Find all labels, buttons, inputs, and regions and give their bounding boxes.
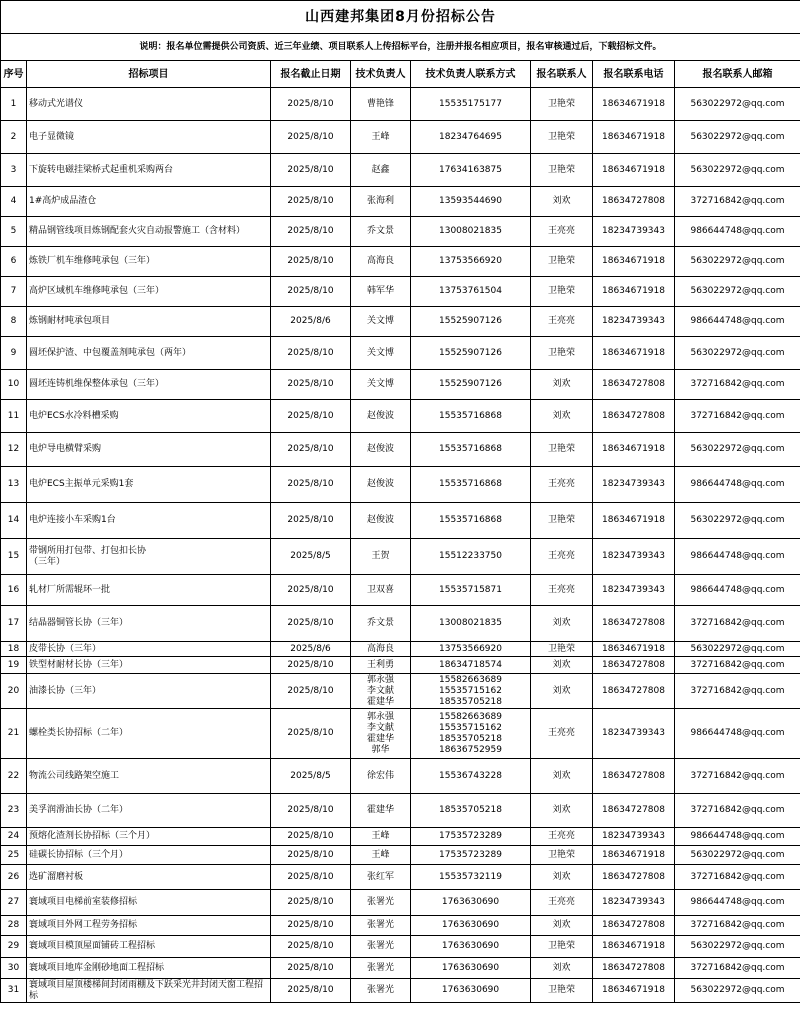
contact-email: 563022972@qq.com <box>675 88 800 121</box>
tech-phone: 15536743228 <box>411 759 531 794</box>
contact-phone: 18634671918 <box>593 247 675 277</box>
header-project: 招标项目 <box>27 61 271 88</box>
contact-person: 王亮亮 <box>531 828 593 846</box>
contact-phone: 18634727808 <box>593 187 675 217</box>
contact-person: 刘欢 <box>531 657 593 674</box>
tech-lead: 王峰 <box>351 846 411 865</box>
table-row <box>1 307 800 337</box>
contact-phone: 18234739343 <box>593 539 675 575</box>
header-no: 序号 <box>1 61 27 88</box>
table-row <box>1 846 800 865</box>
tech-phone: 15535716868 <box>411 400 531 433</box>
deadline: 2025/8/10 <box>271 433 351 467</box>
contact-person: 卫艳荣 <box>531 154 593 187</box>
contact-phone: 18634671918 <box>593 846 675 865</box>
tech-phone: 15535716868 <box>411 433 531 467</box>
row-number: 31 <box>1 979 27 1003</box>
tech-phone: 15535716868 <box>411 467 531 503</box>
contact-person: 王亮亮 <box>531 539 593 575</box>
contact-person: 刘欢 <box>531 674 593 709</box>
project-name: 寰域项目电梯前室装修招标 <box>27 890 271 916</box>
table-row <box>1 794 800 828</box>
row-number: 7 <box>1 277 27 307</box>
deadline: 2025/8/6 <box>271 307 351 337</box>
contact-person: 卫艳荣 <box>531 433 593 467</box>
tech-phone: 1763630690 <box>411 916 531 936</box>
tech-phone: 15525907126 <box>411 337 531 370</box>
row-number: 25 <box>1 846 27 865</box>
contact-email: 372716842@qq.com <box>675 657 800 674</box>
tech-lead: 关文博 <box>351 337 411 370</box>
tech-lead: 赵俊波 <box>351 467 411 503</box>
tech-lead: 赵鑫 <box>351 154 411 187</box>
contact-phone: 18634671918 <box>593 337 675 370</box>
contact-person: 王亮亮 <box>531 575 593 606</box>
table-row <box>1 759 800 794</box>
contact-email: 986644748@qq.com <box>675 828 800 846</box>
tech-lead: 王峰 <box>351 121 411 154</box>
tech-phone: 13753566920 <box>411 247 531 277</box>
deadline: 2025/8/10 <box>271 400 351 433</box>
project-name: 移动式光谱仪 <box>27 88 271 121</box>
contact-person: 卫艳荣 <box>531 88 593 121</box>
contact-person: 刘欢 <box>531 759 593 794</box>
tech-lead: 韩军华 <box>351 277 411 307</box>
project-name: 炼铁厂机车维修吨承包（三年） <box>27 247 271 277</box>
contact-email: 563022972@qq.com <box>675 154 800 187</box>
table-row <box>1 979 800 1003</box>
project-name: 轧材厂所需辊环一批 <box>27 575 271 606</box>
contact-email: 986644748@qq.com <box>675 890 800 916</box>
contact-person: 卫艳荣 <box>531 642 593 657</box>
deadline: 2025/8/10 <box>271 979 351 1003</box>
contact-email: 563022972@qq.com <box>675 247 800 277</box>
contact-person: 刘欢 <box>531 606 593 642</box>
row-number: 15 <box>1 539 27 575</box>
contact-email: 372716842@qq.com <box>675 370 800 400</box>
table-row <box>1 88 800 121</box>
deadline: 2025/8/10 <box>271 936 351 958</box>
deadline: 2025/8/5 <box>271 539 351 575</box>
contact-phone: 18634727808 <box>593 674 675 709</box>
tech-lead: 张署光 <box>351 979 411 1003</box>
contact-phone: 18634727808 <box>593 370 675 400</box>
tech-phone: 13753761504 <box>411 277 531 307</box>
contact-email: 563022972@qq.com <box>675 277 800 307</box>
contact-email: 986644748@qq.com <box>675 575 800 606</box>
contact-phone: 18634727808 <box>593 400 675 433</box>
instructions-note: 说明：报名单位需提供公司资质、近三年业绩、项目联系人上传招标平台，注册并报名相应项目，报名审核通过后，下载招标文件。 <box>1 34 800 61</box>
row-number: 30 <box>1 958 27 979</box>
row-number: 9 <box>1 337 27 370</box>
tech-lead: 赵俊波 <box>351 503 411 539</box>
contact-email: 986644748@qq.com <box>675 709 800 759</box>
contact-phone: 18234739343 <box>593 575 675 606</box>
deadline: 2025/8/10 <box>271 709 351 759</box>
tech-lead: 郭永强 李文献 霍建华 郭华 <box>351 709 411 759</box>
tech-phone: 1763630690 <box>411 936 531 958</box>
header-tech-phone: 技术负责人联系方式 <box>411 61 531 88</box>
tech-phone: 1763630690 <box>411 979 531 1003</box>
contact-person: 刘欢 <box>531 794 593 828</box>
project-name: 圆坯连铸机维保整体承包（三年） <box>27 370 271 400</box>
tech-lead: 张署光 <box>351 958 411 979</box>
deadline: 2025/8/10 <box>271 575 351 606</box>
tech-lead: 张署光 <box>351 916 411 936</box>
row-number: 8 <box>1 307 27 337</box>
deadline: 2025/8/10 <box>271 503 351 539</box>
row-number: 29 <box>1 936 27 958</box>
contact-email: 563022972@qq.com <box>675 433 800 467</box>
contact-phone: 18634671918 <box>593 503 675 539</box>
contact-email: 563022972@qq.com <box>675 121 800 154</box>
deadline: 2025/8/10 <box>271 370 351 400</box>
contact-email: 563022972@qq.com <box>675 503 800 539</box>
table-row <box>1 154 800 187</box>
contact-email: 986644748@qq.com <box>675 307 800 337</box>
deadline: 2025/8/10 <box>271 916 351 936</box>
table-row <box>1 674 800 709</box>
project-name: 物流公司线路架空施工 <box>27 759 271 794</box>
contact-email: 372716842@qq.com <box>675 865 800 890</box>
contact-person: 卫艳荣 <box>531 247 593 277</box>
row-number: 6 <box>1 247 27 277</box>
row-number: 27 <box>1 890 27 916</box>
contact-phone: 18634727808 <box>593 958 675 979</box>
table-row <box>1 828 800 846</box>
contact-phone: 18634671918 <box>593 88 675 121</box>
table-row <box>1 467 800 503</box>
row-number: 17 <box>1 606 27 642</box>
deadline: 2025/8/10 <box>271 217 351 247</box>
row-number: 18 <box>1 642 27 657</box>
project-name: 寰域项目屋顶楼梯间封闭雨棚及下跃采光井封闭天窗工程招标 <box>27 979 271 1003</box>
contact-phone: 18634727808 <box>593 794 675 828</box>
contact-phone: 18234739343 <box>593 307 675 337</box>
header-email: 报名联系人邮箱 <box>675 61 800 88</box>
contact-person: 王亮亮 <box>531 467 593 503</box>
contact-person: 王亮亮 <box>531 217 593 247</box>
tech-phone: 15525907126 <box>411 370 531 400</box>
project-name: 电炉导电横臂采购 <box>27 433 271 467</box>
row-number: 20 <box>1 674 27 709</box>
table-row <box>1 217 800 247</box>
row-number: 16 <box>1 575 27 606</box>
contact-email: 986644748@qq.com <box>675 467 800 503</box>
deadline: 2025/8/10 <box>271 890 351 916</box>
contact-email: 563022972@qq.com <box>675 642 800 657</box>
project-name: 寰域项目外网工程劳务招标 <box>27 916 271 936</box>
contact-person: 卫艳荣 <box>531 979 593 1003</box>
contact-email: 563022972@qq.com <box>675 979 800 1003</box>
project-name: 寰域项目模顶屋面铺砖工程招标 <box>27 936 271 958</box>
table-row <box>1 936 800 958</box>
contact-email: 372716842@qq.com <box>675 606 800 642</box>
contact-email: 372716842@qq.com <box>675 916 800 936</box>
tech-lead: 高海良 <box>351 642 411 657</box>
table-row <box>1 187 800 217</box>
project-name: 1#高炉成品渣仓 <box>27 187 271 217</box>
header-phone: 报名联系电话 <box>593 61 675 88</box>
project-name: 圆坯保护渣、中包覆盖剂吨承包（两年） <box>27 337 271 370</box>
contact-person: 卫艳荣 <box>531 936 593 958</box>
tech-phone: 15525907126 <box>411 307 531 337</box>
contact-email: 563022972@qq.com <box>675 337 800 370</box>
contact-phone: 18234739343 <box>593 890 675 916</box>
contact-phone: 18634671918 <box>593 979 675 1003</box>
contact-email: 372716842@qq.com <box>675 187 800 217</box>
contact-email: 372716842@qq.com <box>675 759 800 794</box>
contact-phone: 18634727808 <box>593 657 675 674</box>
tech-phone: 15535732119 <box>411 865 531 890</box>
tech-phone: 15582663689 15535715162 18535705218 18636752959 <box>411 709 531 759</box>
contact-email: 563022972@qq.com <box>675 936 800 958</box>
contact-person: 王亮亮 <box>531 890 593 916</box>
table-row <box>1 400 800 433</box>
contact-phone: 18634671918 <box>593 433 675 467</box>
project-name: 电炉ECS主振单元采购1套 <box>27 467 271 503</box>
deadline: 2025/8/10 <box>271 794 351 828</box>
deadline: 2025/8/10 <box>271 467 351 503</box>
contact-person: 刘欢 <box>531 958 593 979</box>
tech-lead: 张署光 <box>351 936 411 958</box>
table-row <box>1 370 800 400</box>
contact-phone: 18634671918 <box>593 936 675 958</box>
project-name: 高炉区域机车维修吨承包（三年） <box>27 277 271 307</box>
deadline: 2025/8/10 <box>271 674 351 709</box>
header-row <box>1 61 800 88</box>
deadline: 2025/8/10 <box>271 277 351 307</box>
tech-lead: 张海利 <box>351 187 411 217</box>
contact-phone: 18234739343 <box>593 467 675 503</box>
project-name: 电炉连接小车采购1台 <box>27 503 271 539</box>
table-row <box>1 709 800 759</box>
project-name: 皮带长协（三年） <box>27 642 271 657</box>
page-title: 山西建邦集团8月份招标公告 <box>1 1 800 34</box>
contact-phone: 18634671918 <box>593 121 675 154</box>
tech-lead: 关文博 <box>351 370 411 400</box>
tech-phone: 15512233750 <box>411 539 531 575</box>
project-name: 选矿溜磨衬板 <box>27 865 271 890</box>
table-row <box>1 121 800 154</box>
contact-email: 372716842@qq.com <box>675 674 800 709</box>
tech-phone: 15535715871 <box>411 575 531 606</box>
row-number: 12 <box>1 433 27 467</box>
tech-phone: 18634718574 <box>411 657 531 674</box>
row-number: 4 <box>1 187 27 217</box>
row-number: 28 <box>1 916 27 936</box>
tech-lead: 张红军 <box>351 865 411 890</box>
tech-lead: 王贺 <box>351 539 411 575</box>
tech-lead: 乔文景 <box>351 217 411 247</box>
tech-phone: 18535705218 <box>411 794 531 828</box>
row-number: 24 <box>1 828 27 846</box>
contact-email: 372716842@qq.com <box>675 958 800 979</box>
row-number: 11 <box>1 400 27 433</box>
tech-phone: 17535723289 <box>411 846 531 865</box>
row-number: 21 <box>1 709 27 759</box>
tech-lead: 高海良 <box>351 247 411 277</box>
table-row <box>1 247 800 277</box>
contact-phone: 18634727808 <box>593 916 675 936</box>
deadline: 2025/8/10 <box>271 337 351 370</box>
row-number: 3 <box>1 154 27 187</box>
contact-person: 刘欢 <box>531 187 593 217</box>
contact-person: 刘欢 <box>531 400 593 433</box>
project-name: 美孚润滑油长协（二年） <box>27 794 271 828</box>
row-number: 19 <box>1 657 27 674</box>
project-name: 油漆长协（三年） <box>27 674 271 709</box>
contact-phone: 18234739343 <box>593 709 675 759</box>
contact-person: 王亮亮 <box>531 307 593 337</box>
contact-email: 372716842@qq.com <box>675 794 800 828</box>
contact-phone: 18634727808 <box>593 759 675 794</box>
project-name: 带钢所用打包带、打包扣长协 （三年） <box>27 539 271 575</box>
tech-lead: 王利勇 <box>351 657 411 674</box>
deadline: 2025/8/10 <box>271 121 351 154</box>
row-number: 2 <box>1 121 27 154</box>
project-name: 预熔化渣剂长协招标（三个月） <box>27 828 271 846</box>
project-name: 炼钢耐材吨承包项目 <box>27 307 271 337</box>
table-row <box>1 916 800 936</box>
tech-phone: 13008021835 <box>411 217 531 247</box>
contact-person: 卫艳荣 <box>531 337 593 370</box>
table-row <box>1 865 800 890</box>
contact-phone: 18634671918 <box>593 154 675 187</box>
contact-email: 372716842@qq.com <box>675 400 800 433</box>
row-number: 26 <box>1 865 27 890</box>
table-row <box>1 433 800 467</box>
project-name: 电炉ECS水冷料槽采购 <box>27 400 271 433</box>
tech-lead: 卫双喜 <box>351 575 411 606</box>
tech-phone: 15535716868 <box>411 503 531 539</box>
contact-phone: 18234739343 <box>593 828 675 846</box>
project-name: 结晶器铜管长协（三年） <box>27 606 271 642</box>
table-row <box>1 277 800 307</box>
row-number: 14 <box>1 503 27 539</box>
project-name: 硅碳长协招标（三个月） <box>27 846 271 865</box>
row-number: 5 <box>1 217 27 247</box>
header-contact: 报名联系人 <box>531 61 593 88</box>
contact-person: 王亮亮 <box>531 709 593 759</box>
tech-lead: 王峰 <box>351 828 411 846</box>
deadline: 2025/8/10 <box>271 865 351 890</box>
contact-person: 卫艳荣 <box>531 846 593 865</box>
table-row <box>1 958 800 979</box>
tech-lead: 曹艳锋 <box>351 88 411 121</box>
project-name: 精品钢管线项目炼钢配套火灾自动报警施工（含材料） <box>27 217 271 247</box>
table-row <box>1 642 800 657</box>
header-deadline: 报名截止日期 <box>271 61 351 88</box>
deadline: 2025/8/6 <box>271 642 351 657</box>
row-number: 13 <box>1 467 27 503</box>
contact-person: 刘欢 <box>531 370 593 400</box>
tech-lead: 关文博 <box>351 307 411 337</box>
tech-lead: 乔文景 <box>351 606 411 642</box>
contact-person: 卫艳荣 <box>531 277 593 307</box>
tech-phone: 1763630690 <box>411 890 531 916</box>
deadline: 2025/8/10 <box>271 154 351 187</box>
project-name: 下旋转电磁挂梁桥式起重机采购两台 <box>27 154 271 187</box>
tech-phone: 13008021835 <box>411 606 531 642</box>
row-number: 1 <box>1 88 27 121</box>
tech-phone: 15582663689 15535715162 18535705218 <box>411 674 531 709</box>
contact-phone: 18634727808 <box>593 606 675 642</box>
tech-lead: 赵俊波 <box>351 433 411 467</box>
project-name: 寰域项目地库金刚砂地面工程招标 <box>27 958 271 979</box>
tech-lead: 霍建华 <box>351 794 411 828</box>
tech-phone: 13753566920 <box>411 642 531 657</box>
project-name: 铁型材耐材长协（三年） <box>27 657 271 674</box>
table-row <box>1 503 800 539</box>
deadline: 2025/8/10 <box>271 958 351 979</box>
tech-phone: 18234764695 <box>411 121 531 154</box>
row-number: 10 <box>1 370 27 400</box>
table-row <box>1 890 800 916</box>
table-row <box>1 657 800 674</box>
contact-person: 刘欢 <box>531 916 593 936</box>
contact-phone: 18634671918 <box>593 277 675 307</box>
tech-phone: 13593544690 <box>411 187 531 217</box>
tech-phone: 15535175177 <box>411 88 531 121</box>
tech-lead: 徐宏伟 <box>351 759 411 794</box>
deadline: 2025/8/10 <box>271 247 351 277</box>
tech-phone: 1763630690 <box>411 958 531 979</box>
contact-person: 卫艳荣 <box>531 503 593 539</box>
deadline: 2025/8/10 <box>271 88 351 121</box>
tech-lead: 张署光 <box>351 890 411 916</box>
contact-phone: 18234739343 <box>593 217 675 247</box>
table-row <box>1 575 800 606</box>
deadline: 2025/8/10 <box>271 828 351 846</box>
tech-phone: 17634163875 <box>411 154 531 187</box>
row-number: 23 <box>1 794 27 828</box>
deadline: 2025/8/5 <box>271 759 351 794</box>
tech-lead: 郭永强 李文献 霍建华 <box>351 674 411 709</box>
table-row <box>1 337 800 370</box>
table-row <box>1 606 800 642</box>
deadline: 2025/8/10 <box>271 657 351 674</box>
contact-email: 563022972@qq.com <box>675 846 800 865</box>
header-tech: 技术负责人 <box>351 61 411 88</box>
deadline: 2025/8/10 <box>271 187 351 217</box>
contact-phone: 18634671918 <box>593 642 675 657</box>
table-row <box>1 539 800 575</box>
deadline: 2025/8/10 <box>271 606 351 642</box>
row-number: 22 <box>1 759 27 794</box>
tech-phone: 17535723289 <box>411 828 531 846</box>
contact-person: 卫艳荣 <box>531 121 593 154</box>
contact-email: 986644748@qq.com <box>675 539 800 575</box>
deadline: 2025/8/10 <box>271 846 351 865</box>
project-name: 螺栓类长协招标（二年） <box>27 709 271 759</box>
contact-email: 986644748@qq.com <box>675 217 800 247</box>
contact-person: 刘欢 <box>531 865 593 890</box>
contact-phone: 18634727808 <box>593 865 675 890</box>
project-name: 电子显微镜 <box>27 121 271 154</box>
tech-lead: 赵俊波 <box>351 400 411 433</box>
